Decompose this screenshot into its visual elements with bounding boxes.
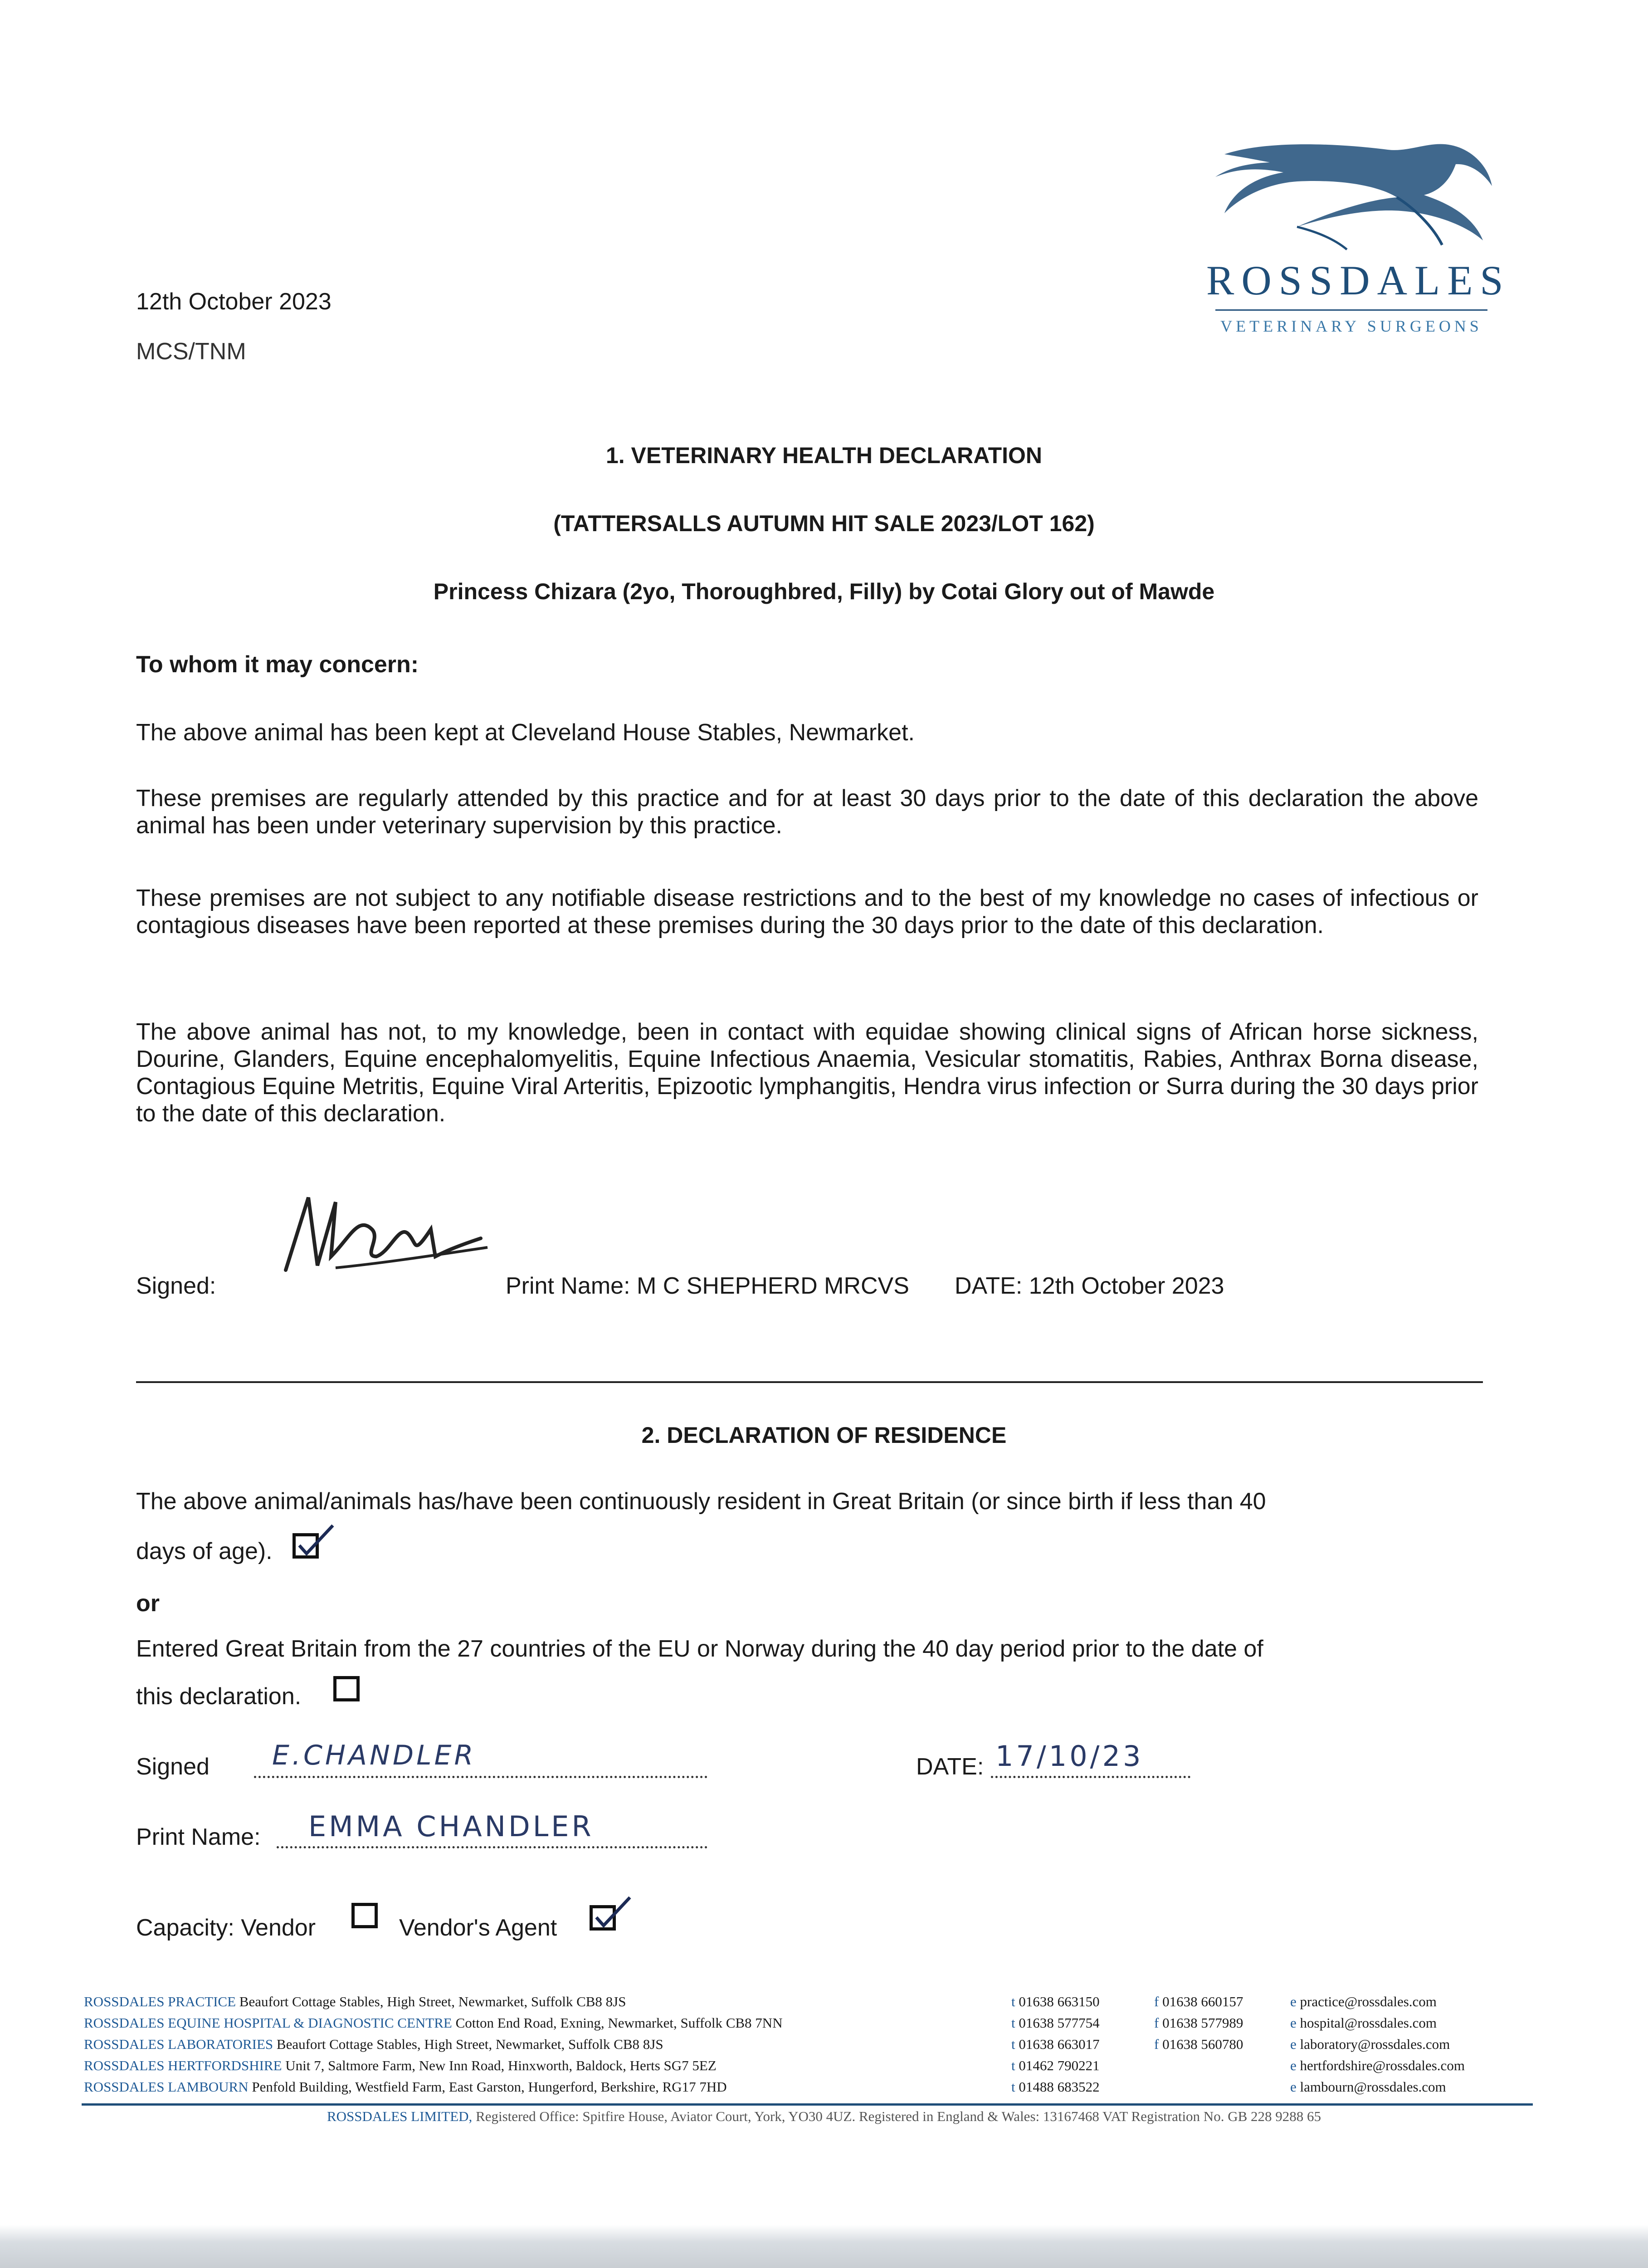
footer-email bbox=[1290, 2058, 1465, 2074]
signed-dotted-line bbox=[254, 1776, 707, 1778]
sale-title: (TATTERSALLS AUTUMN HIT SALE 2023/LOT 162) bbox=[553, 511, 1095, 536]
logo-rule bbox=[1215, 309, 1487, 311]
residence-option1-line1: The above animal/animals has/have been continuously resident in Great Britain (or since birth if less than 40 bbox=[136, 1488, 1266, 1515]
email-link[interactable]: practice@rossdales.com bbox=[1300, 1994, 1437, 2009]
logo-name: ROSSDALES bbox=[1206, 257, 1511, 303]
or-label: or bbox=[136, 1590, 160, 1617]
vendor-date-label: DATE: bbox=[916, 1754, 984, 1780]
registered-office bbox=[0, 2108, 1648, 2125]
footer-row bbox=[84, 2058, 717, 2074]
footer-practice-address: Unit 7, Saltmore Farm, New Inn Road, Hinxworth, Baldock, Herts SG7 5EZ bbox=[285, 2058, 717, 2073]
vet-signature bbox=[281, 1188, 490, 1279]
footer-practice-address: Beaufort Cottage Stables, High Street, Newmarket, Suffolk CB8 8JS bbox=[276, 2036, 663, 2052]
fax-prefix: f bbox=[1154, 2015, 1159, 2031]
section1-title: 1. VETERINARY HEALTH DECLARATION bbox=[605, 443, 1043, 468]
date-dotted-line bbox=[991, 1776, 1190, 1778]
footer-practice-name: ROSSDALES LABORATORIES bbox=[84, 2036, 273, 2052]
email-prefix: e bbox=[1290, 2036, 1297, 2052]
vendor-print-name: EMMA CHANDLER bbox=[308, 1810, 594, 1843]
vendor-checkbox[interactable] bbox=[351, 1903, 378, 1928]
option1-checkbox[interactable] bbox=[293, 1533, 319, 1559]
fax-number: 01638 560780 bbox=[1162, 2036, 1243, 2052]
signed-label: Signed: bbox=[136, 1273, 216, 1299]
footer-practice-name: ROSSDALES LAMBOURN bbox=[84, 2079, 249, 2095]
tel-number: 01638 577754 bbox=[1019, 2015, 1100, 2031]
footer-tel bbox=[1011, 1994, 1100, 2010]
rossdales-logo bbox=[1197, 136, 1511, 349]
scan-edge bbox=[0, 2225, 1648, 2268]
capacity-label: Capacity: Vendor bbox=[136, 1915, 316, 1941]
footer-tel bbox=[1011, 2079, 1100, 2095]
fax-prefix: f bbox=[1154, 2036, 1159, 2052]
footer-row bbox=[84, 2079, 727, 2095]
vendors-agent-label: Vendor's Agent bbox=[399, 1915, 557, 1941]
letter-reference: MCS/TNM bbox=[136, 338, 246, 365]
paragraph-4: The above animal has not, to my knowledge, been in contact with equidae showing clinical signs of African horse sickness, Dourine, Glanders, Equine encephalomyelitis, Equine Infectious Anaemia, Vesicular stomatitis, Rabies, Anthrax Borna disease, Contagious Equine Metritis, Equine Viral Arteritis, Epizootic lymphangitis, Hendra virus infection or Surra during the 30 days prior to the date of this declaration. bbox=[136, 1019, 1478, 1127]
tel-prefix: t bbox=[1011, 2036, 1015, 2052]
paragraph-1: The above animal has been kept at Cleveland House Stables, Newmarket. bbox=[136, 719, 915, 746]
footer-practice-name: ROSSDALES PRACTICE bbox=[84, 1994, 236, 2009]
footer-row bbox=[84, 2015, 783, 2031]
registered-office-text: Registered Office: Spitfire House, Aviator Court, York, YO30 4UZ. Registered in England & Wales: 13167468 VAT Registration No. GB 228 9288 65 bbox=[476, 2108, 1321, 2124]
residence-option2-line1: Entered Great Britain from the 27 countries of the EU or Norway during the 40 day period prior to the date of bbox=[136, 1636, 1263, 1662]
section-divider bbox=[136, 1381, 1483, 1383]
tel-prefix: t bbox=[1011, 2015, 1015, 2031]
registered-company-name: ROSSDALES LIMITED, bbox=[327, 2108, 473, 2124]
vendor-signed-label: Signed bbox=[136, 1754, 210, 1780]
footer-tel bbox=[1011, 2058, 1100, 2074]
footer-practice-address: Cotton End Road, Exning, Newmarket, Suffolk CB8 7NN bbox=[455, 2015, 783, 2031]
footer-tel bbox=[1011, 2036, 1100, 2053]
email-link[interactable]: hertfordshire@rossdales.com bbox=[1300, 2058, 1465, 2073]
vendors-agent-checkbox[interactable] bbox=[590, 1905, 616, 1931]
tel-number: 01638 663150 bbox=[1019, 1994, 1100, 2009]
footer-row bbox=[84, 1994, 626, 2010]
paragraph-3: These premises are not subject to any notifiable disease restrictions and to the best of my knowledge no cases of infectious or contagious diseases have been reported at these premises during the 30 days prior to the date of this declaration. bbox=[136, 885, 1478, 938]
footer-email bbox=[1290, 2036, 1450, 2053]
email-prefix: e bbox=[1290, 2015, 1297, 2031]
salutation: To whom it may concern: bbox=[136, 651, 419, 678]
footer-fax bbox=[1154, 2015, 1243, 2031]
vendor-signature: E.CHANDLER bbox=[272, 1740, 476, 1771]
check-mark-icon bbox=[291, 1523, 336, 1559]
tel-prefix: t bbox=[1011, 1994, 1015, 2009]
tel-prefix: t bbox=[1011, 2058, 1015, 2073]
option2-checkbox[interactable] bbox=[333, 1676, 360, 1701]
footer-fax bbox=[1154, 2036, 1243, 2053]
logo-subtitle: VETERINARY SURGEONS bbox=[1220, 317, 1482, 335]
footer-fax bbox=[1154, 1994, 1243, 2010]
horse-logo-icon bbox=[1197, 136, 1497, 254]
residence-option2-line2: this declaration. bbox=[136, 1683, 302, 1710]
footer-email bbox=[1290, 1994, 1437, 2010]
email-prefix: e bbox=[1290, 1994, 1297, 2009]
paragraph-2: These premises are regularly attended by this practice and for at least 30 days prior to the date of this declaration the above animal has been under veterinary supervision by this practice. bbox=[136, 785, 1478, 839]
email-link[interactable]: laboratory@rossdales.com bbox=[1300, 2036, 1450, 2052]
fax-number: 01638 660157 bbox=[1162, 1994, 1243, 2009]
residence-option1-line2: days of age). bbox=[136, 1538, 273, 1564]
fax-number: 01638 577989 bbox=[1162, 2015, 1243, 2031]
fax-prefix: f bbox=[1154, 1994, 1159, 2009]
footer-rule bbox=[82, 2103, 1533, 2106]
check-mark-icon bbox=[588, 1895, 634, 1931]
vet-print-name: Print Name: M C SHEPHERD MRCVS bbox=[506, 1273, 909, 1299]
email-prefix: e bbox=[1290, 2079, 1297, 2095]
footer-email bbox=[1290, 2079, 1446, 2095]
section2-title: 2. DECLARATION OF RESIDENCE bbox=[641, 1422, 1007, 1448]
email-link[interactable]: lambourn@rossdales.com bbox=[1300, 2079, 1446, 2095]
tel-number: 01488 683522 bbox=[1019, 2079, 1100, 2095]
email-prefix: e bbox=[1290, 2058, 1297, 2073]
tel-number: 01638 663017 bbox=[1019, 2036, 1100, 2052]
letter-date: 12th October 2023 bbox=[136, 288, 332, 315]
vet-signature-date: DATE: 12th October 2023 bbox=[955, 1273, 1224, 1299]
footer-practice-name: ROSSDALES HERTFORDSHIRE bbox=[84, 2058, 282, 2073]
vendor-date: 17/10/23 bbox=[995, 1740, 1144, 1773]
horse-title: Princess Chizara (2yo, Thoroughbred, Filly) by Cotai Glory out of Mawde bbox=[433, 579, 1215, 604]
footer-email bbox=[1290, 2015, 1437, 2031]
footer-tel bbox=[1011, 2015, 1100, 2031]
footer-practice-name: ROSSDALES EQUINE HOSPITAL & DIAGNOSTIC CENTRE bbox=[84, 2015, 452, 2031]
print-name-dotted-line bbox=[277, 1846, 707, 1848]
footer-practice-address: Beaufort Cottage Stables, High Street, Newmarket, Suffolk CB8 8JS bbox=[239, 1994, 626, 2009]
footer-row bbox=[84, 2036, 663, 2053]
email-link[interactable]: hospital@rossdales.com bbox=[1300, 2015, 1437, 2031]
tel-prefix: t bbox=[1011, 2079, 1015, 2095]
vendor-print-name-label: Print Name: bbox=[136, 1824, 261, 1850]
footer-practice-address: Penfold Building, Westfield Farm, East Garston, Hungerford, Berkshire, RG17 7HD bbox=[252, 2079, 727, 2095]
tel-number: 01462 790221 bbox=[1019, 2058, 1100, 2073]
